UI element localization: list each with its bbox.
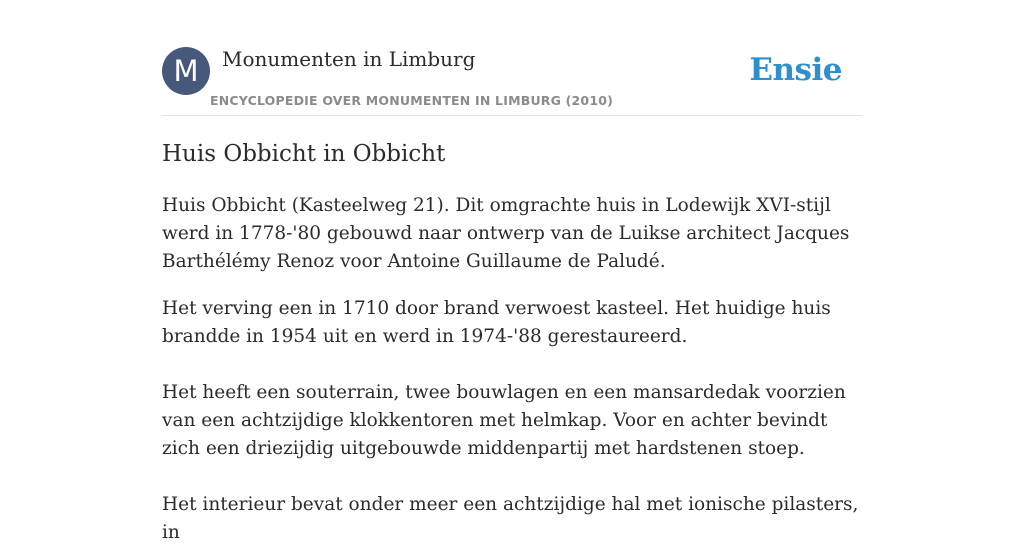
source-subtitle: ENCYCLOPEDIE OVER MONUMENTEN IN LIMBURG (2010) xyxy=(210,93,614,108)
source-avatar[interactable]: M xyxy=(162,47,210,95)
article-paragraph: Het interieur bevat onder meer een achtzijdige hal met ionische pilasters, in xyxy=(162,494,859,543)
source-title-link[interactable]: Monumenten in Limburg xyxy=(222,47,476,71)
article-paragraph: Huis Obbicht (Kasteelweg 21). Dit omgrachte huis in Lodewijk XVI-stijl werd in 1778-'80 gebouwd naar ontwerp van de Luikse architect Jacques Barthélémy Renoz voor Antoine Guillaume de Paludé. xyxy=(162,195,850,272)
article-paragraph: Het heeft een souterrain, twee bouwlagen en een mansardedak voorzien van een achtzijdige klokkentoren met helmkap. Voor en achter bevindt zich een driezijdig uitgebouwde middenpartij met hardstenen stoep. xyxy=(162,382,846,459)
ensie-logo-link[interactable]: Ensie xyxy=(749,52,842,88)
source-header xyxy=(162,44,862,116)
article xyxy=(162,136,868,547)
article-paragraph: Het verving een in 1710 door brand verwoest kasteel. Het huidige huis brandde in 1954 uit en werd in 1974-'88 gerestaureerd. xyxy=(162,298,831,347)
article-title: Huis Obbicht in Obbicht xyxy=(162,141,446,167)
